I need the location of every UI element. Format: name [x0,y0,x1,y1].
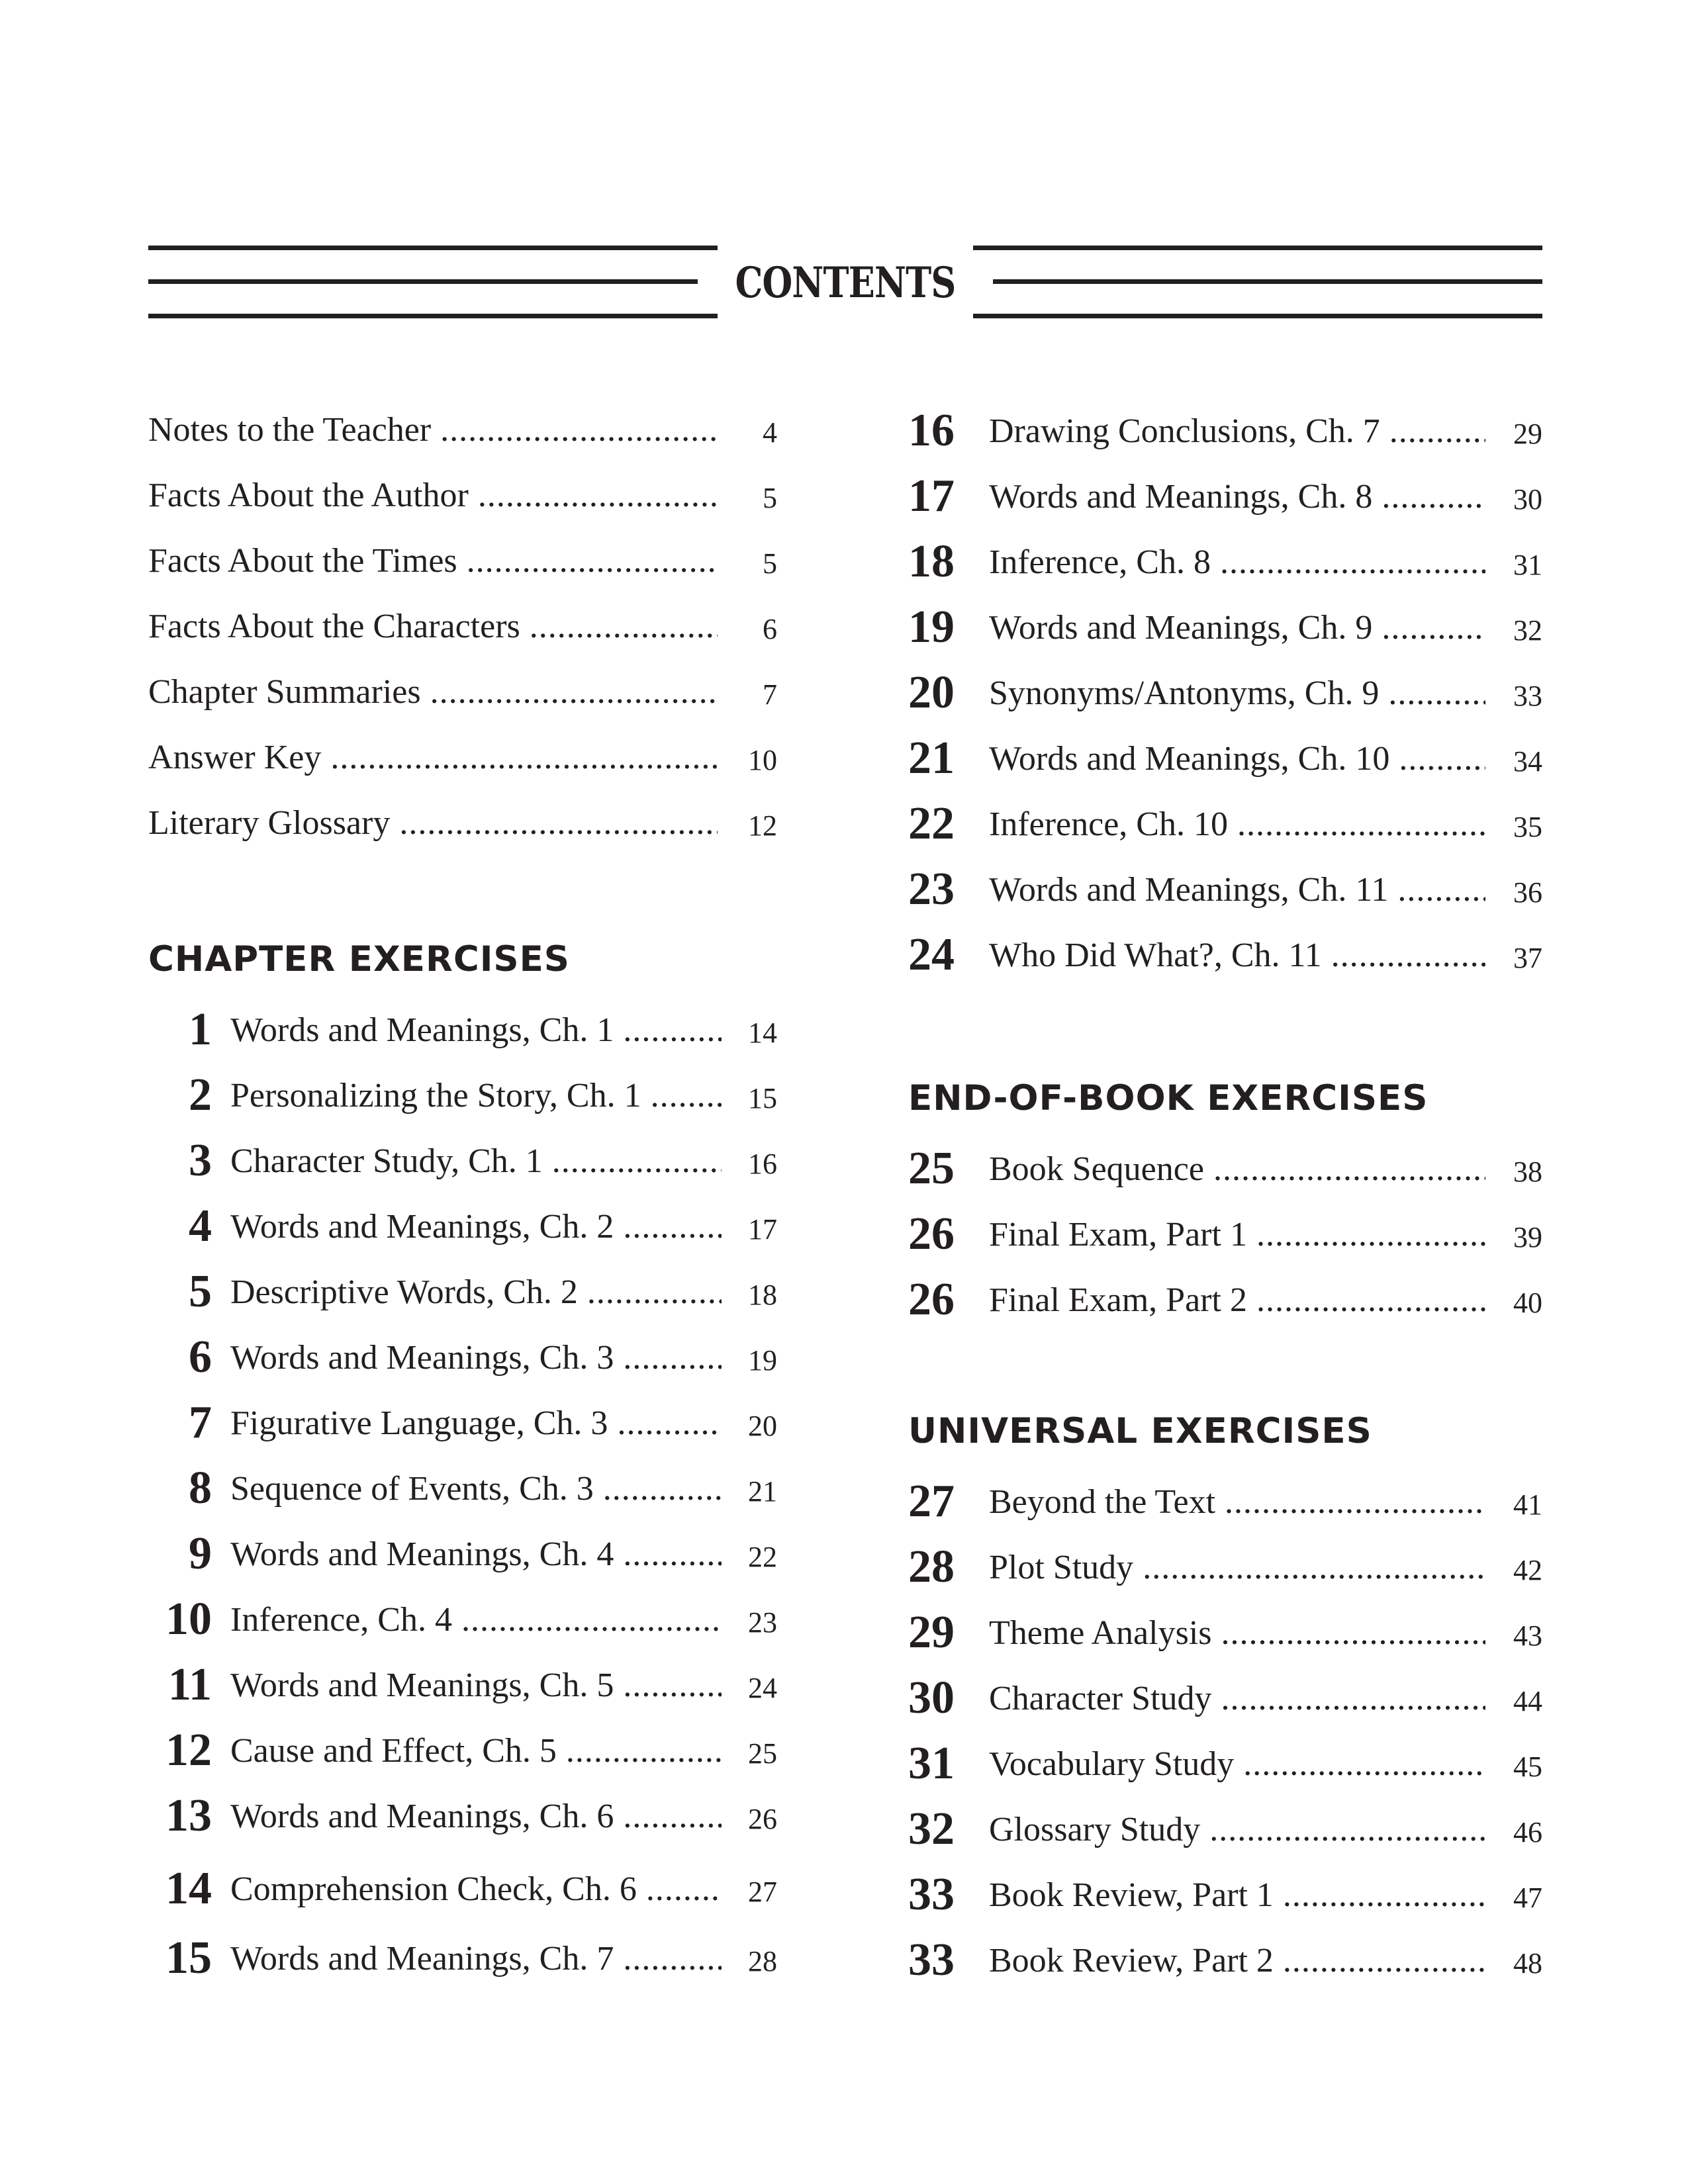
exercise-number: 3 [189,1135,212,1186]
exercise-page: 43 [1513,1619,1542,1652]
exercise-number: 21 [908,733,955,784]
exercise-page: 19 [748,1344,777,1377]
exercise-number: 26 [908,1274,955,1325]
exercise-title: Sequence of Events, Ch. 3 ..... [230,1468,722,1510]
exercise-entry[interactable] [148,1069,777,1120]
header-rule [148,314,718,318]
exercise-title: Words and Meanings, Ch. 7 ..... [230,1938,722,1980]
exercise-title: Beyond the Text ..... [989,1481,1485,1524]
exercise-number: 22 [908,798,955,849]
exercise-entry[interactable] [148,1933,777,1983]
entry-title: Answer Key ..... [148,738,718,778]
exercise-entry[interactable] [908,1274,1542,1325]
exercise-page: 38 [1513,1156,1542,1188]
entry-page: 10 [722,741,777,780]
exercise-number: 24 [908,929,955,980]
toc-entry[interactable] [148,607,777,647]
exercise-entry[interactable] [148,1266,777,1317]
exercise-page: 32 [1513,614,1542,647]
exercise-number: 14 [165,1863,212,1914]
exercise-number: 11 [167,1659,212,1710]
exercise-title: Words and Meanings, Ch. 5 ..... [230,1664,722,1707]
exercise-entry[interactable] [148,1594,777,1645]
exercise-title: Inference, Ch. 10 ..... [989,803,1485,846]
toc-entry[interactable] [148,541,777,581]
exercise-page: 29 [1513,418,1542,450]
exercise-page: 24 [748,1672,777,1704]
exercise-number: 8 [189,1463,212,1514]
section-heading-universal: UNIVERSAL EXERCISES [908,1411,1372,1451]
exercise-entry[interactable] [908,1607,1542,1658]
exercise-title: Glossary Study ..... [989,1809,1485,1851]
exercise-page: 42 [1513,1554,1542,1586]
exercise-number: 17 [908,471,955,522]
exercise-number: 16 [908,405,955,456]
exercise-entry[interactable] [908,929,1542,980]
exercise-page: 26 [748,1803,777,1835]
exercise-title: Character Study, Ch. 1 ..... [230,1140,722,1183]
entry-title: Facts About the Characters ..... [148,607,718,647]
exercise-page: 44 [1513,1685,1542,1717]
entry-title: Facts About the Author ..... [148,476,718,516]
exercise-number: 33 [908,1869,955,1920]
exercise-title: Words and Meanings, Ch. 9 ..... [989,607,1485,649]
entry-page: 4 [722,413,777,453]
exercise-number: 32 [908,1803,955,1854]
exercise-title: Final Exam, Part 2 ..... [989,1279,1485,1322]
toc-entry[interactable] [148,803,777,843]
toc-entry[interactable] [148,410,777,450]
exercise-number: 18 [908,536,955,587]
exercise-number: 33 [908,1934,955,1985]
entry-page: 5 [722,478,777,518]
entry-title: Chapter Summaries ..... [148,672,718,712]
exercise-number: 23 [908,864,955,915]
exercise-title: Character Study ..... [989,1678,1485,1720]
exercise-entry[interactable] [908,602,1542,653]
exercise-title: Comprehension Check, Ch. 6 ..... [230,1868,722,1911]
exercise-title: Words and Meanings, Ch. 4 ..... [230,1533,722,1576]
exercise-title: Cause and Effect, Ch. 5 ..... [230,1730,722,1772]
exercise-number: 27 [908,1476,955,1527]
exercise-page: 36 [1513,876,1542,909]
header-rule [973,246,1542,250]
exercise-number: 4 [189,1201,212,1251]
exercise-page: 27 [748,1876,777,1908]
exercise-title: Plot Study ..... [989,1547,1485,1589]
exercise-title: Book Review, Part 1 ..... [989,1874,1485,1917]
exercise-entry[interactable] [148,1332,777,1383]
exercise-entry[interactable] [908,667,1542,718]
header-rules-right [973,244,1542,320]
exercise-title: Words and Meanings, Ch. 10 ..... [989,738,1485,780]
entry-page: 7 [722,675,777,715]
entry-title: Literary Glossary ..... [148,803,718,843]
exercise-title: Vocabulary Study ..... [989,1743,1485,1786]
exercise-entry[interactable] [148,1463,777,1514]
exercise-title: Inference, Ch. 8 ..... [989,541,1485,584]
exercise-title: Words and Meanings, Ch. 11 ..... [989,869,1485,911]
exercise-title: Words and Meanings, Ch. 6 ..... [230,1796,722,1838]
toc-entry[interactable] [148,738,777,778]
exercise-page: 22 [748,1541,777,1573]
exercise-entry[interactable] [148,1790,777,1841]
exercise-page: 17 [748,1213,777,1246]
exercise-entry[interactable] [908,536,1542,587]
toc-entry[interactable] [148,476,777,516]
header-rule [148,246,718,250]
exercise-page: 33 [1513,680,1542,712]
exercise-title: Drawing Conclusions, Ch. 7 ..... [989,410,1485,453]
exercise-entry[interactable] [148,1659,777,1710]
exercise-page: 28 [748,1945,777,1978]
section-heading-chapter-exercises: CHAPTER EXERCISES [148,939,570,979]
exercise-entry[interactable] [908,1738,1542,1789]
toc-entry[interactable] [148,672,777,712]
exercise-entry[interactable] [148,1201,777,1251]
exercise-number: 19 [908,602,955,653]
exercise-number: 20 [908,667,955,718]
exercise-entry[interactable] [908,471,1542,522]
exercise-title: Words and Meanings, Ch. 8 ..... [989,476,1485,518]
header-rule [993,279,1542,284]
exercise-page: 15 [748,1082,777,1115]
entry-title: Facts About the Times ..... [148,541,718,581]
exercise-title: Words and Meanings, Ch. 1 ..... [230,1009,722,1052]
exercise-title: Personalizing the Story, Ch. 1 ..... [230,1075,722,1117]
exercise-page: 23 [748,1606,777,1639]
exercise-title: Book Sequence ..... [989,1148,1485,1191]
exercise-entry[interactable] [148,1397,777,1448]
exercise-number: 15 [165,1933,212,1983]
exercise-entry[interactable] [908,1208,1542,1259]
exercise-title: Inference, Ch. 4 ..... [230,1599,722,1641]
exercise-entry[interactable] [148,1135,777,1186]
exercise-page: 41 [1513,1488,1542,1521]
exercise-number: 26 [908,1208,955,1259]
exercise-page: 47 [1513,1882,1542,1914]
exercise-number: 13 [165,1790,212,1841]
exercise-page: 46 [1513,1816,1542,1848]
exercise-page: 40 [1513,1287,1542,1319]
exercise-page: 16 [748,1148,777,1180]
exercise-entry[interactable] [148,1004,777,1055]
exercise-entry[interactable] [908,864,1542,915]
entry-page: 12 [722,806,777,846]
exercise-number: 1 [189,1004,212,1055]
exercise-page: 35 [1513,811,1542,843]
exercise-title: Descriptive Words, Ch. 2 ..... [230,1271,722,1314]
exercise-title: Words and Meanings, Ch. 3 ..... [230,1337,722,1379]
page-title: CONTENTS [735,258,956,308]
exercise-number: 30 [908,1672,955,1723]
exercise-entry[interactable] [148,1863,777,1914]
exercise-page: 20 [748,1410,777,1442]
header-rule [973,314,1542,318]
exercise-number: 5 [189,1266,212,1317]
contents-header [148,244,1542,320]
section-heading-end-of-book: END-OF-BOOK EXERCISES [908,1078,1429,1118]
exercise-entry[interactable] [908,1803,1542,1854]
exercise-entry[interactable] [908,1541,1542,1592]
exercise-number: 7 [189,1397,212,1448]
exercise-title: Synonyms/Antonyms, Ch. 9 ..... [989,672,1485,715]
exercise-number: 28 [908,1541,955,1592]
exercise-title: Final Exam, Part 1 ..... [989,1214,1485,1256]
exercise-title: Words and Meanings, Ch. 2 ..... [230,1206,722,1248]
exercise-entry[interactable] [908,1934,1542,1985]
exercise-entry[interactable] [908,1672,1542,1723]
entry-page: 6 [722,610,777,649]
exercise-number: 2 [189,1069,212,1120]
exercise-entry[interactable] [908,1143,1542,1194]
exercise-page: 21 [748,1475,777,1508]
exercise-title: Figurative Language, Ch. 3 ..... [230,1402,722,1445]
exercise-title: Who Did What?, Ch. 11 ..... [989,934,1485,977]
entry-page: 5 [722,544,777,584]
exercise-entry[interactable] [908,798,1542,849]
exercise-number: 25 [908,1143,955,1194]
exercise-page: 45 [1513,1751,1542,1783]
exercise-page: 37 [1513,942,1542,974]
exercise-entry[interactable] [148,1528,777,1579]
exercise-number: 6 [189,1332,212,1383]
entry-title: Notes to the Teacher ..... [148,410,718,450]
exercise-page: 14 [748,1017,777,1049]
exercise-number: 9 [189,1528,212,1579]
exercise-page: 39 [1513,1221,1542,1253]
exercise-entry[interactable] [908,733,1542,784]
exercise-number: 12 [165,1725,212,1776]
exercise-page: 48 [1513,1947,1542,1979]
exercise-entry[interactable] [908,1476,1542,1527]
exercise-entry[interactable] [148,1725,777,1776]
exercise-page: 34 [1513,745,1542,778]
exercise-number: 31 [908,1738,955,1789]
exercise-page: 18 [748,1279,777,1311]
exercise-entry[interactable] [908,405,1542,456]
exercise-number: 29 [908,1607,955,1658]
exercise-page: 30 [1513,483,1542,516]
exercise-title: Theme Analysis ..... [989,1612,1485,1655]
exercise-page: 25 [748,1737,777,1770]
exercise-page: 31 [1513,549,1542,581]
exercise-number: 10 [165,1594,212,1645]
exercise-title: Book Review, Part 2 ..... [989,1940,1485,1982]
exercise-entry[interactable] [908,1869,1542,1920]
